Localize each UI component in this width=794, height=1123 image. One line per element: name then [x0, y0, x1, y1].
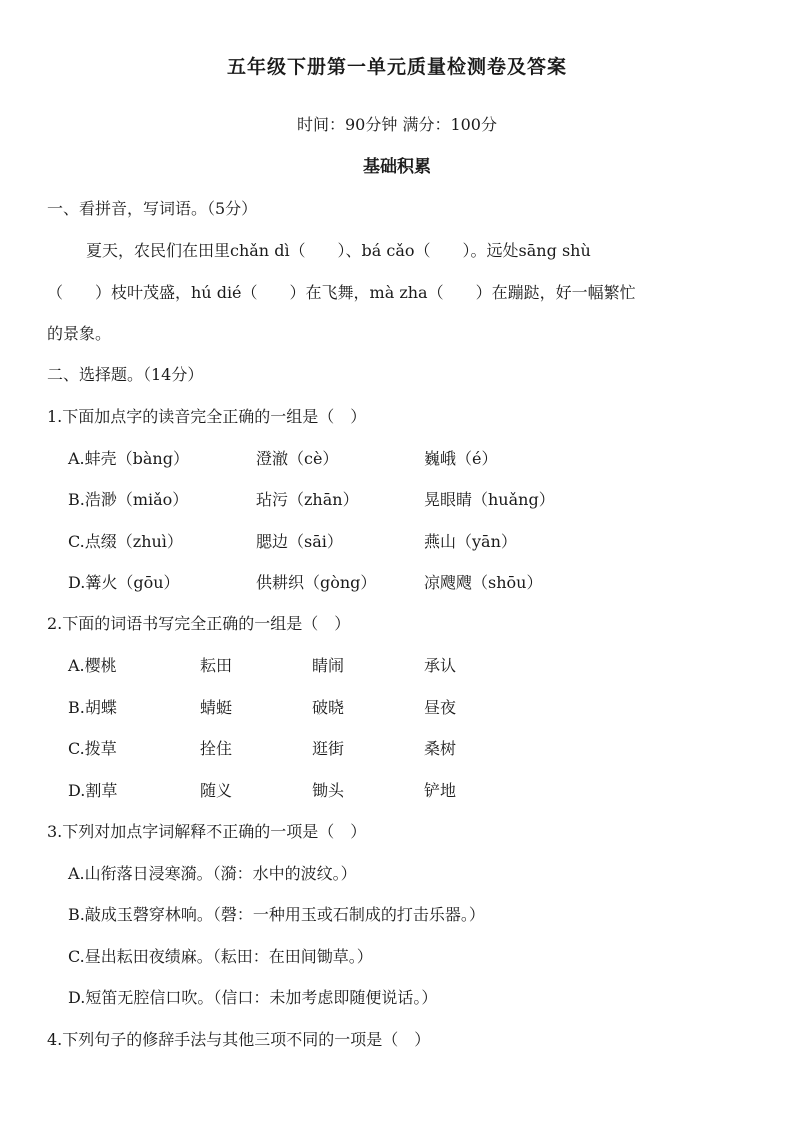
q1-option-d-3: 凉飕飕（shōu）: [424, 573, 543, 592]
q1-option-d-1: D.篝火（gōu）: [68, 573, 180, 592]
q3-option-c: C.昼出耘田夜绩麻。（耘田：在田间锄草。）: [68, 947, 373, 966]
section-1-heading: 一、看拼音，写词语。（5分）: [47, 199, 258, 218]
q1-option-c-3: 燕山（yān）: [424, 532, 517, 551]
q1-option-c-1: C.点缀（zhuì）: [68, 532, 183, 551]
q2-option-a-3: 睛闹: [312, 656, 345, 675]
q3-option-a: A.山衔落日浸寒漪。（漪：水中的波纹。）: [68, 864, 357, 883]
q1-option-c-2: 腮边（sāi）: [256, 532, 343, 551]
q1-option-b-1: B.浩渺（miǎo）: [68, 490, 189, 509]
q2-option-a-2: 耘田: [200, 656, 233, 675]
q1-option-d-2: 供耕织（gòng）: [256, 573, 377, 592]
pinyin-line-3: 的景象。: [47, 324, 112, 343]
question-2-stem: 2.下面的词语书写完全正确的一组是（ ）: [47, 614, 351, 633]
q1-option-a-1: A.蚌壳（bàng）: [68, 449, 189, 468]
q2-option-c-4: 桑树: [424, 739, 457, 758]
q2-option-a-4: 承认: [424, 656, 457, 675]
q2-option-d-3: 锄头: [312, 781, 345, 800]
page-title: 五年级下册第一单元质量检测卷及答案: [226, 56, 567, 78]
q2-option-b-1: B.胡蝶: [68, 698, 117, 717]
q1-option-a-2: 澄澈（cè）: [256, 449, 339, 468]
q2-option-c-3: 逛街: [312, 739, 345, 758]
question-4-stem: 4.下列句子的修辞手法与其他三项不同的一项是（ ）: [47, 1030, 431, 1049]
exam-meta: 时间：90分钟 满分：100分: [297, 115, 497, 134]
q2-option-c-2: 拴住: [200, 739, 233, 758]
part-heading: 基础积累: [363, 157, 431, 177]
section-2-heading: 二、选择题。（14分）: [47, 365, 204, 384]
q2-option-d-2: 随义: [200, 781, 233, 800]
q2-option-c-1: C.拨草: [68, 739, 117, 758]
q3-option-d: D.短笛无腔信口吹。（信口：未加考虑即随便说话。）: [68, 988, 438, 1007]
q1-option-b-3: 晃眼睛（huǎng）: [424, 490, 555, 509]
q2-option-d-1: D.割草: [68, 781, 118, 800]
q2-option-a-1: A.樱桃: [68, 656, 117, 675]
pinyin-line-2: （ ）枝叶茂盛，hú dié（ ）在飞舞，mà zha（ ）在蹦跶，好一幅繁忙: [47, 283, 636, 302]
q3-option-b: B.敲成玉磬穿林响。（磬：一种用玉或石制成的打击乐器。）: [68, 905, 485, 924]
q2-option-b-2: 蜻蜓: [200, 698, 233, 717]
q1-option-a-3: 巍峨（é）: [424, 449, 498, 468]
pinyin-line-1: 夏天，农民们在田里chǎn dì（ ）、bá cǎo（ ）。远处sāng shù: [86, 241, 591, 260]
q2-option-b-3: 破晓: [312, 698, 345, 717]
q2-option-b-4: 昼夜: [424, 698, 457, 717]
question-3-stem: 3.下列对加点字词解释不正确的一项是（ ）: [47, 822, 367, 841]
question-1-stem: 1.下面加点字的读音完全正确的一组是（ ）: [47, 407, 367, 426]
q1-option-b-2: 玷污（zhān）: [256, 490, 359, 509]
q2-option-d-4: 铲地: [424, 781, 457, 800]
